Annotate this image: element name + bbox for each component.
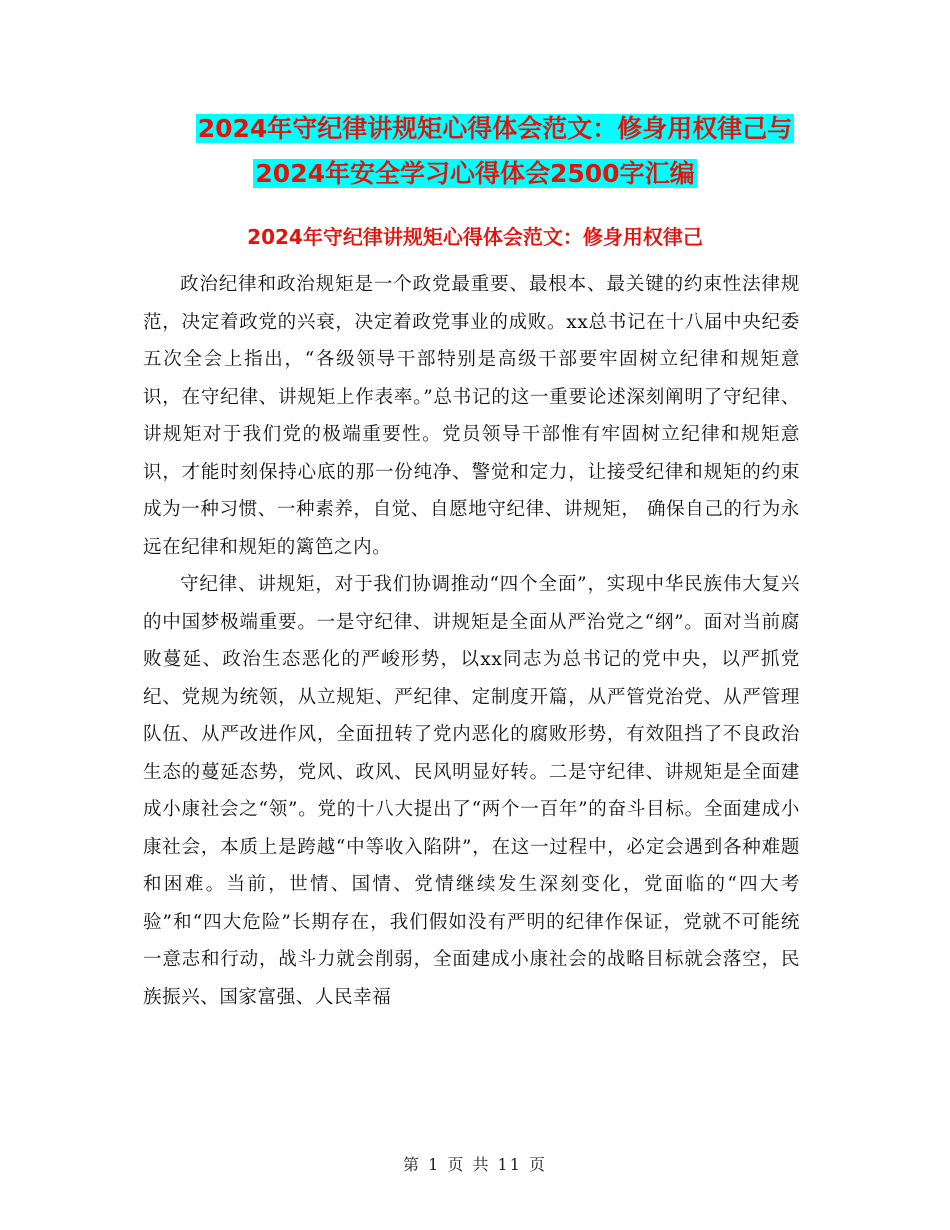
document-title-line-1	[0, 111, 950, 147]
document-title-line-2-text: 2024年安全学习心得体会2500字汇编	[255, 159, 695, 188]
body-text	[143, 266, 800, 1016]
document-title-line-1-text: 2024年守纪律讲规矩心得体会范文：修身用权律己与	[197, 114, 793, 143]
document-title-line-2	[0, 156, 950, 192]
section-title: 2024年守纪律讲规矩心得体会范文：修身用权律己	[247, 225, 703, 249]
paragraph: 守纪律、讲规矩，对于我们协调推动“四个全面”，实现中华民族伟大复兴的中国梦极端重要。一是守纪律、讲规矩是全面从严治党之“纲”。面对当前腐败蔓延、政治生态恶化的严峻形势，以xx同志为总书记的党中央，以严抓党纪、党规为统领，从立规矩、严纪律、定制度开篇，从严管党治党、从严管理队伍、从严改进作风，全面扭转了党内恶化的腐败形势，有效阻挡了不良政治生态的蔓延态势，党风、政风、民风明显好转。二是守纪律、讲规矩是全面建成小康社会之“领”。党的十八大提出了“两个一百年”的奋斗目标。全面建成小康社会，本质上是跨越“中等收入陷阱”，在这一过程中，必定会遇到各种难题和困难。当前，世情、国情、党情继续发生深刻变化，党面临的“四大考验”和“四大危险”长期存在，我们假如没有严明的纪律作保证，党就不可能统一意志和行动，战斗力就会削弱，全面建成小康社会的战略目标就会落空，民族振兴、国家富强、人民幸福	[143, 574, 800, 1008]
paragraph: 政治纪律和政治规矩是一个政党最重要、最根本、最关键的约束性法律规范，决定着政党的兴衰，决定着政党事业的成败。xx总书记在十八届中央纪委五次全会上指出，“各级领导干部特别是高级干部要牢固树立纪律和规矩意识，在守纪律、讲规矩上作表率。”总书记的这一重要论述深刻阐明了守纪律、讲规矩对于我们党的极端重要性。党员领导干部惟有牢固树立纪律和规矩意识，才能时刻保持心底的那一份纯净、警觉和定力，让接受纪律和规矩的约束成为一种习惯、一种素养，自觉、自愿地守纪律、讲规矩， 确保自己的行为永远在纪律和规矩的篱笆之内。	[143, 274, 800, 558]
page-footer: 第 1 页 共 11 页	[403, 1155, 547, 1174]
